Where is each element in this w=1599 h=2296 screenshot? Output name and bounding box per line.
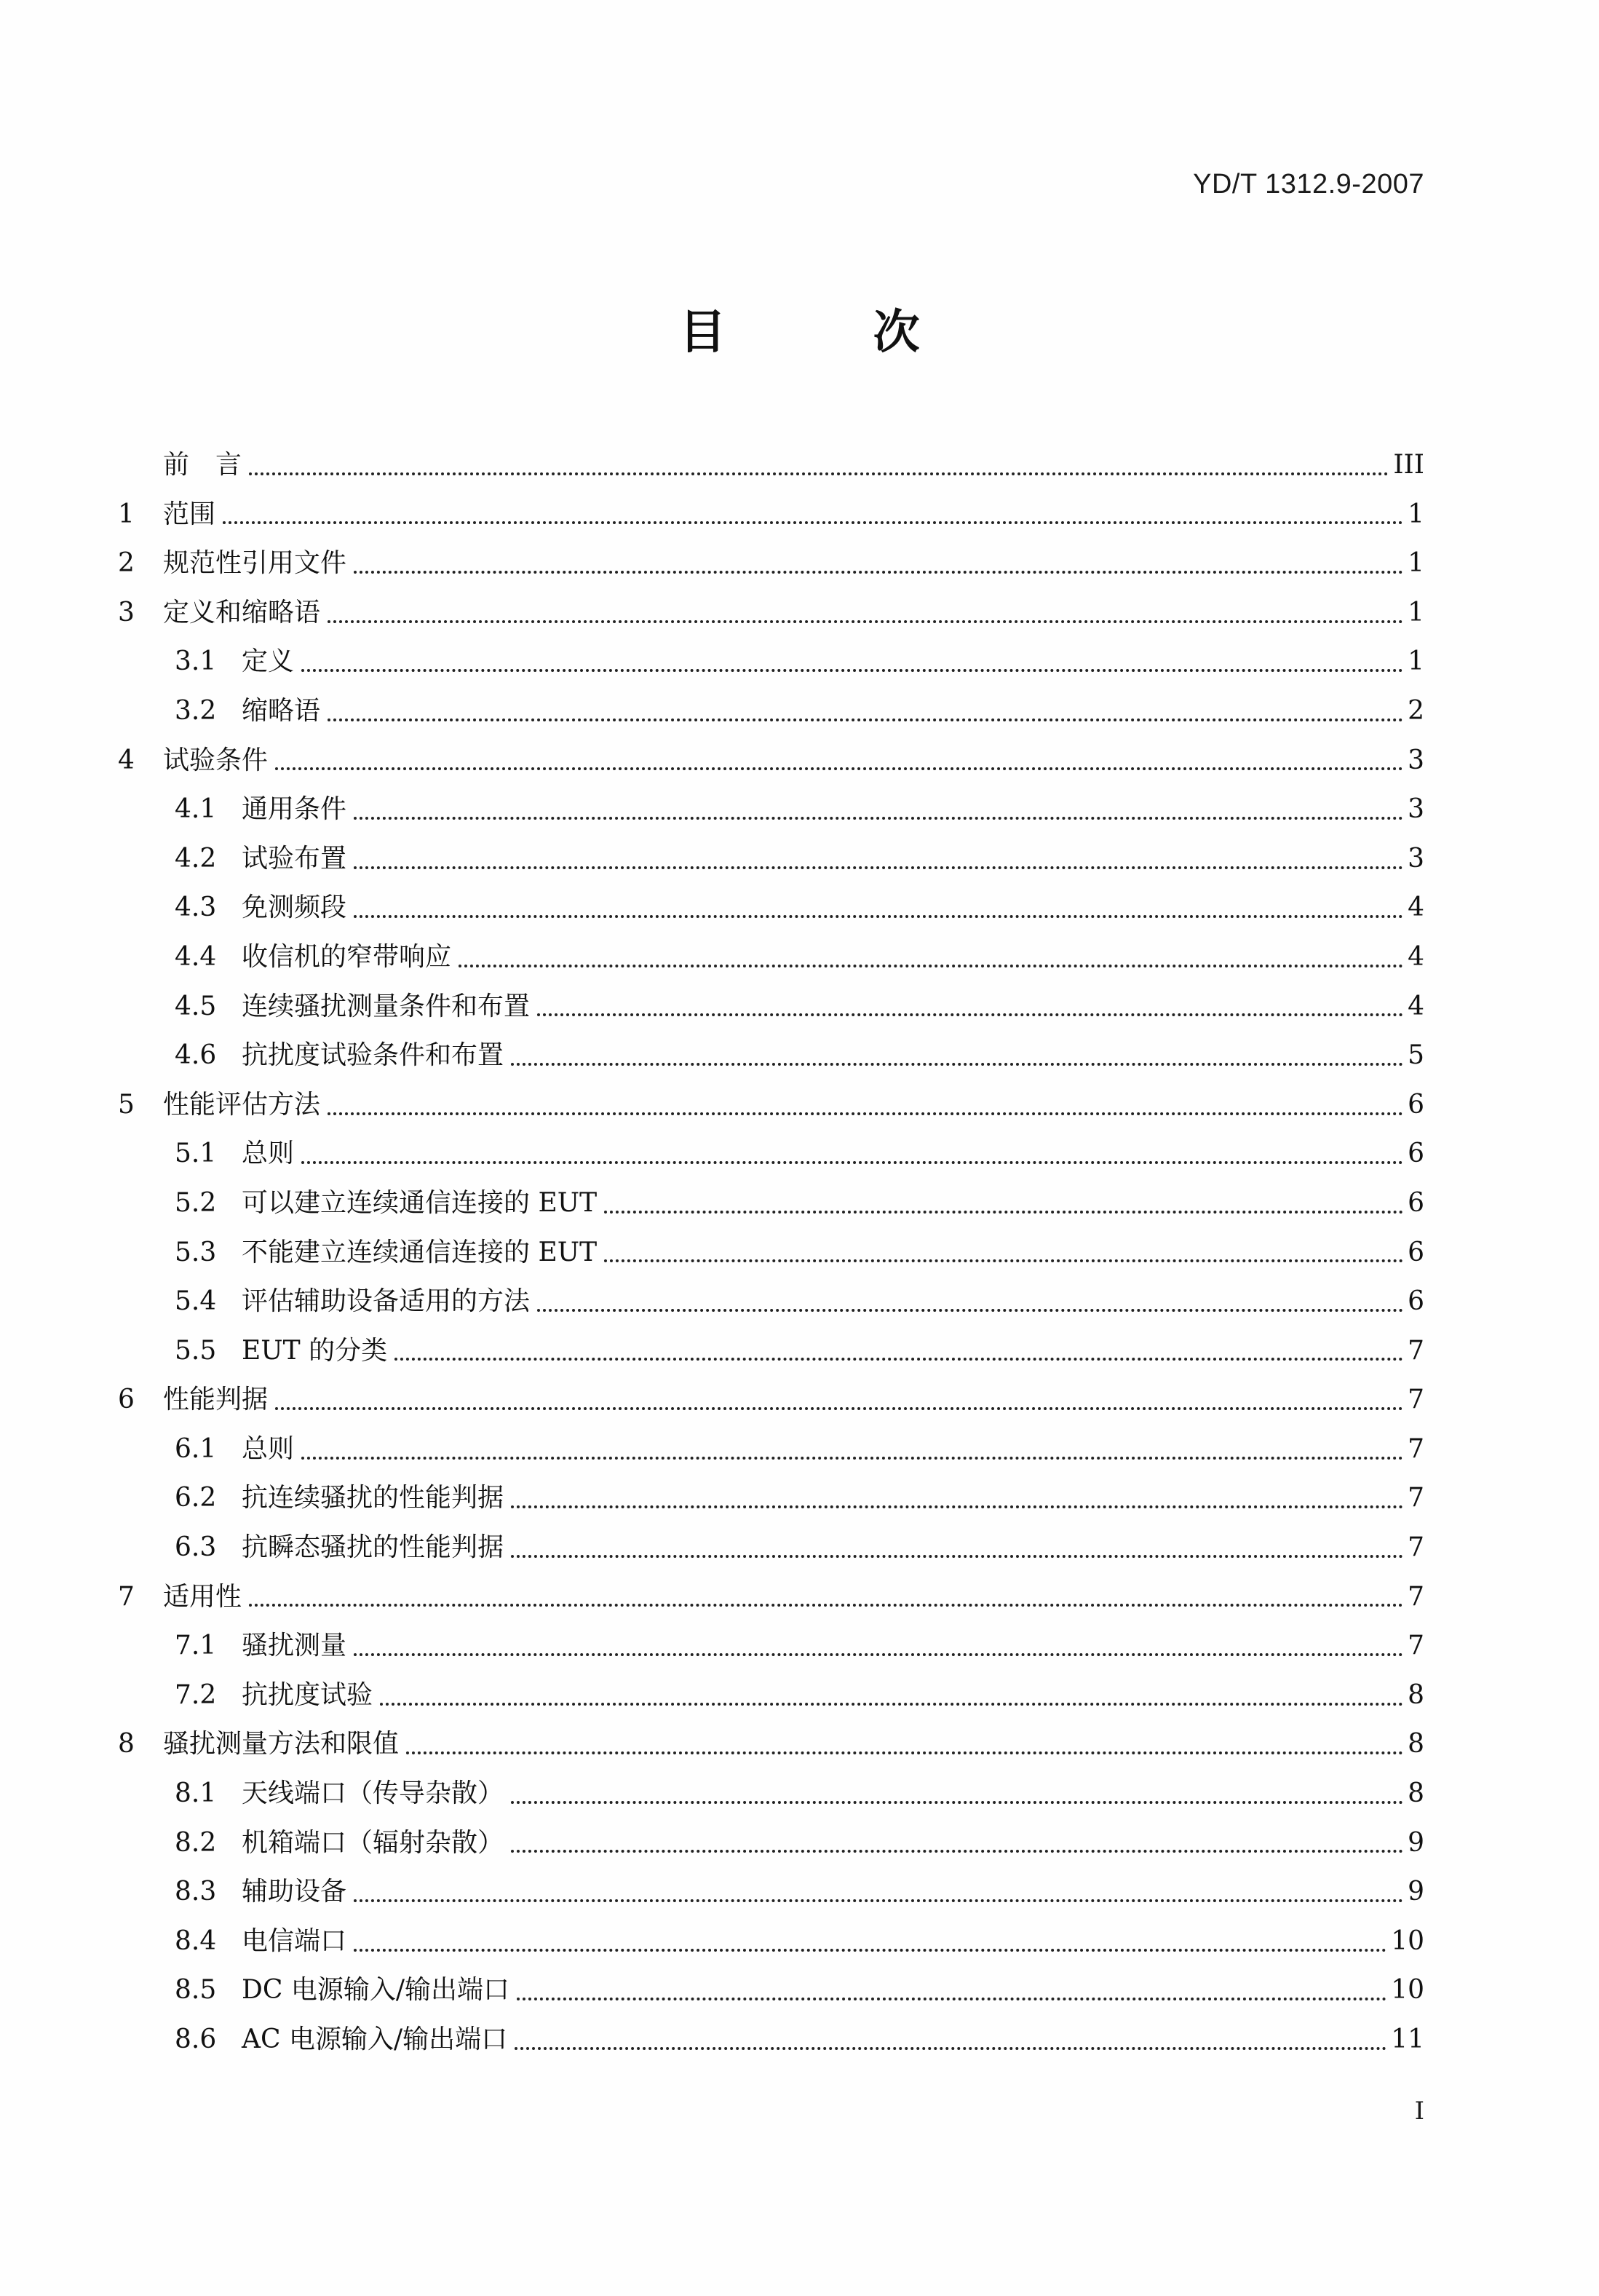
toc-leader-dots <box>354 1653 1403 1656</box>
toc-entry-number: 4.1 <box>175 794 217 825</box>
toc-leader-dots <box>459 965 1403 967</box>
toc-leader-dots <box>301 669 1403 672</box>
toc-entry-number: 3 <box>118 597 135 628</box>
toc-entry-page: 8 <box>1408 1778 1424 1809</box>
toc-entry-number: 6.2 <box>175 1483 217 1513</box>
toc-leader-dots <box>275 1407 1403 1410</box>
toc-entry-page: 7 <box>1408 1631 1424 1661</box>
toc-entry[interactable] <box>118 883 1424 933</box>
toc-entry-title: 天线端口（传导杂散） <box>242 1778 504 1809</box>
toc-entry-title: DC 电源输入/输出端口 <box>242 1975 509 2006</box>
toc-entry-number: 4.5 <box>175 991 217 1021</box>
toc-entry[interactable] <box>118 736 1424 785</box>
toc-entry-page: 1 <box>1408 597 1424 628</box>
toc-entry-title: 评估辅助设备适用的方法 <box>242 1286 531 1317</box>
toc-leader-dots <box>249 472 1389 475</box>
toc-entry[interactable] <box>118 637 1424 686</box>
toc-entry-page: 7 <box>1408 1335 1424 1366</box>
toc-entry-page: 11 <box>1391 2024 1424 2054</box>
toc-entry-title: 试验条件 <box>163 745 269 775</box>
toc-entry-title: 抗扰度试验条件和布置 <box>242 1040 504 1071</box>
toc-leader-dots <box>275 767 1403 770</box>
toc-entry-number: 3.1 <box>175 646 217 677</box>
toc-entry-title: EUT 的分类 <box>242 1335 388 1366</box>
toc-entry[interactable] <box>118 1473 1424 1523</box>
toc-entry-title: 缩略语 <box>242 695 321 726</box>
toc-entry-page: III <box>1393 450 1424 480</box>
toc-leader-dots <box>354 1899 1403 1902</box>
toc-entry-title: 抗连续骚扰的性能判据 <box>242 1483 504 1513</box>
toc-entry-title: 骚扰测量方法和限值 <box>163 1729 400 1759</box>
toc-entry-page: 8 <box>1408 1729 1424 1759</box>
toc-entry-number: 5 <box>118 1089 135 1120</box>
toc-entry-title: 总则 <box>242 1433 295 1464</box>
toc-entry-page: 9 <box>1408 1877 1424 1907</box>
toc-entry[interactable] <box>118 1375 1424 1425</box>
toc-entry-number: 4.2 <box>175 843 217 874</box>
toc-leader-dots <box>406 1751 1403 1754</box>
toc-entry[interactable] <box>118 1917 1424 1966</box>
toc-entry-title: 辅助设备 <box>242 1877 347 1907</box>
toc-leader-dots <box>517 1998 1386 2000</box>
toc-leader-dots <box>511 1801 1403 1804</box>
toc-entry-page: 7 <box>1408 1581 1424 1612</box>
toc-entry-number: 8.2 <box>175 1827 217 1858</box>
standard-code: YD/T 1312.9-2007 <box>1193 169 1424 199</box>
toc-entry-title: 规范性引用文件 <box>163 548 347 579</box>
toc-entry[interactable] <box>118 933 1424 982</box>
toc-entry[interactable] <box>118 1523 1424 1572</box>
toc-entry[interactable] <box>118 1080 1424 1130</box>
toc-leader-dots <box>380 1703 1403 1706</box>
toc-entry[interactable] <box>118 1326 1424 1376</box>
toc-entry[interactable] <box>118 785 1424 834</box>
toc-entry-number: 5.2 <box>175 1187 217 1218</box>
toc-entry-number: 5.3 <box>175 1237 217 1267</box>
toc-entry[interactable] <box>118 1719 1424 1769</box>
toc-entry-page: 7 <box>1408 1532 1424 1563</box>
toc-entry[interactable] <box>118 588 1424 638</box>
toc-entry[interactable] <box>118 1818 1424 1868</box>
toc-entry-number: 5.4 <box>175 1286 217 1317</box>
toc-entry-page: 4 <box>1408 892 1424 923</box>
toc-leader-dots <box>354 571 1403 574</box>
toc-leader-dots <box>354 1949 1386 1952</box>
toc-entry[interactable] <box>118 539 1424 588</box>
toc-entry[interactable] <box>118 2015 1424 2065</box>
page-number: I <box>1414 2097 1424 2126</box>
toc-entry-page: 2 <box>1408 695 1424 726</box>
toc-entry[interactable] <box>118 1129 1424 1179</box>
toc-entry-title: 前 言 <box>163 450 242 480</box>
toc-entry-title: 范围 <box>163 499 216 529</box>
toc-entry-number: 6 <box>118 1385 135 1415</box>
toc-entry-title: 抗扰度试验 <box>242 1679 373 1710</box>
toc-entry-title: 试验布置 <box>242 843 347 874</box>
toc-entry-page: 4 <box>1408 941 1424 972</box>
toc-entry-page: 6 <box>1408 1139 1424 1169</box>
toc-entry-title: 通用条件 <box>242 794 347 825</box>
toc-leader-dots <box>328 719 1403 721</box>
toc-entry-number: 7.2 <box>175 1679 217 1710</box>
toc-entry-number: 4.4 <box>175 941 217 972</box>
toc-entry-title: 抗瞬态骚扰的性能判据 <box>242 1532 504 1563</box>
toc-entry-number: 8.1 <box>175 1778 217 1809</box>
toc-entry-title: 定义 <box>242 646 295 677</box>
toc-entry-number: 8.3 <box>175 1877 217 1907</box>
toc-entry[interactable] <box>118 686 1424 736</box>
toc-entry-page: 1 <box>1408 548 1424 579</box>
toc-leader-dots <box>511 1555 1403 1558</box>
toc-entry-page: 5 <box>1408 1040 1424 1071</box>
toc-entry[interactable] <box>118 490 1424 539</box>
toc-entry-number: 5.1 <box>175 1139 217 1169</box>
toc-entry-title: 收信机的窄带响应 <box>242 941 452 972</box>
toc-entry-title: 骚扰测量 <box>242 1631 347 1661</box>
toc-entry-page: 10 <box>1391 1975 1424 2006</box>
toc-entry[interactable] <box>118 1277 1424 1326</box>
toc-leader-dots <box>249 1604 1403 1607</box>
toc-entry-page: 1 <box>1408 646 1424 677</box>
toc-entry-title: 不能建立连续通信连接的 EUT <box>242 1237 598 1267</box>
toc-leader-dots <box>354 817 1403 820</box>
toc-leader-dots <box>537 1013 1403 1016</box>
toc-entry-title: 免测频段 <box>242 892 347 923</box>
toc-entry-number: 8 <box>118 1729 135 1759</box>
toc-entry-title: AC 电源输入/输出端口 <box>242 2024 508 2054</box>
toc-leader-dots <box>511 1063 1403 1066</box>
toc-entry-page: 4 <box>1408 991 1424 1021</box>
toc-entry-page: 7 <box>1408 1483 1424 1513</box>
toc-entry-number: 4 <box>118 745 135 775</box>
toc-leader-dots <box>328 620 1403 623</box>
toc-entry-title: 适用性 <box>163 1581 242 1612</box>
toc-entry-page: 3 <box>1408 843 1424 874</box>
toc-entry-page: 6 <box>1408 1089 1424 1120</box>
toc-entry[interactable] <box>118 1867 1424 1917</box>
toc-entry-title: 可以建立连续通信连接的 EUT <box>242 1187 598 1218</box>
toc-leader-dots <box>328 1112 1403 1115</box>
toc-leader-dots <box>537 1309 1403 1312</box>
toc-leader-dots <box>354 915 1403 918</box>
toc-entry[interactable] <box>118 1621 1424 1671</box>
toc-entry[interactable] <box>118 834 1424 884</box>
toc-entry-page: 1 <box>1408 499 1424 529</box>
toc-entry-number: 3.2 <box>175 695 217 726</box>
toc-entry[interactable] <box>118 1179 1424 1228</box>
toc-entry-title: 电信端口 <box>242 1925 347 1956</box>
table-of-contents <box>118 440 1424 2065</box>
toc-entry[interactable] <box>118 1572 1424 1622</box>
toc-entry-page: 3 <box>1408 745 1424 775</box>
toc-entry-page: 9 <box>1408 1827 1424 1858</box>
toc-entry-page: 7 <box>1408 1433 1424 1464</box>
toc-entry[interactable] <box>118 1769 1424 1818</box>
toc-leader-dots <box>604 1211 1403 1214</box>
toc-leader-dots <box>515 2047 1386 2050</box>
toc-entry[interactable] <box>118 1425 1424 1474</box>
toc-entry-number: 5.5 <box>175 1335 217 1366</box>
toc-entry-title: 性能判据 <box>163 1385 269 1415</box>
toc-entry[interactable] <box>118 1671 1424 1720</box>
toc-entry-number: 2 <box>118 548 135 579</box>
toc-leader-dots <box>301 1457 1403 1460</box>
toc-entry-page: 8 <box>1408 1679 1424 1710</box>
toc-entry[interactable] <box>118 1966 1424 2015</box>
toc-entry-number: 8.4 <box>175 1925 217 1956</box>
toc-entry-page: 6 <box>1408 1286 1424 1317</box>
toc-entry-number: 1 <box>118 499 135 529</box>
toc-entry-number: 6.3 <box>175 1532 217 1563</box>
toc-entry-number: 8.6 <box>175 2024 217 2054</box>
toc-leader-dots <box>394 1358 1403 1361</box>
toc-entry[interactable] <box>118 440 1424 490</box>
toc-entry-page: 3 <box>1408 794 1424 825</box>
toc-entry-number: 7 <box>118 1581 135 1612</box>
toc-entry[interactable] <box>118 982 1424 1032</box>
toc-entry[interactable] <box>118 1031 1424 1080</box>
toc-entry-title: 定义和缩略语 <box>163 597 321 628</box>
toc-entry-number: 7.1 <box>175 1631 217 1661</box>
toc-leader-dots <box>354 866 1403 869</box>
toc-leader-dots <box>511 1850 1403 1853</box>
toc-entry-page: 6 <box>1408 1237 1424 1267</box>
toc-entry[interactable] <box>118 1228 1424 1278</box>
toc-entry-page: 10 <box>1391 1925 1424 1956</box>
toc-entry-number: 4.3 <box>175 892 217 923</box>
toc-leader-dots <box>301 1161 1403 1164</box>
toc-entry-page: 6 <box>1408 1187 1424 1218</box>
toc-entry-number: 8.5 <box>175 1975 217 2006</box>
toc-entry-number: 6.1 <box>175 1433 217 1464</box>
toc-leader-dots <box>604 1259 1403 1262</box>
toc-entry-title: 机箱端口（辐射杂散） <box>242 1827 504 1858</box>
toc-entry-number: 4.6 <box>175 1040 217 1071</box>
toc-leader-dots <box>223 521 1403 524</box>
toc-leader-dots <box>511 1505 1403 1508</box>
toc-entry-title: 连续骚扰测量条件和布置 <box>242 991 531 1021</box>
toc-entry-page: 7 <box>1408 1385 1424 1415</box>
toc-entry-title: 性能评估方法 <box>163 1089 321 1120</box>
page-title: 目 次 <box>679 306 985 360</box>
toc-entry-title: 总则 <box>242 1139 295 1169</box>
